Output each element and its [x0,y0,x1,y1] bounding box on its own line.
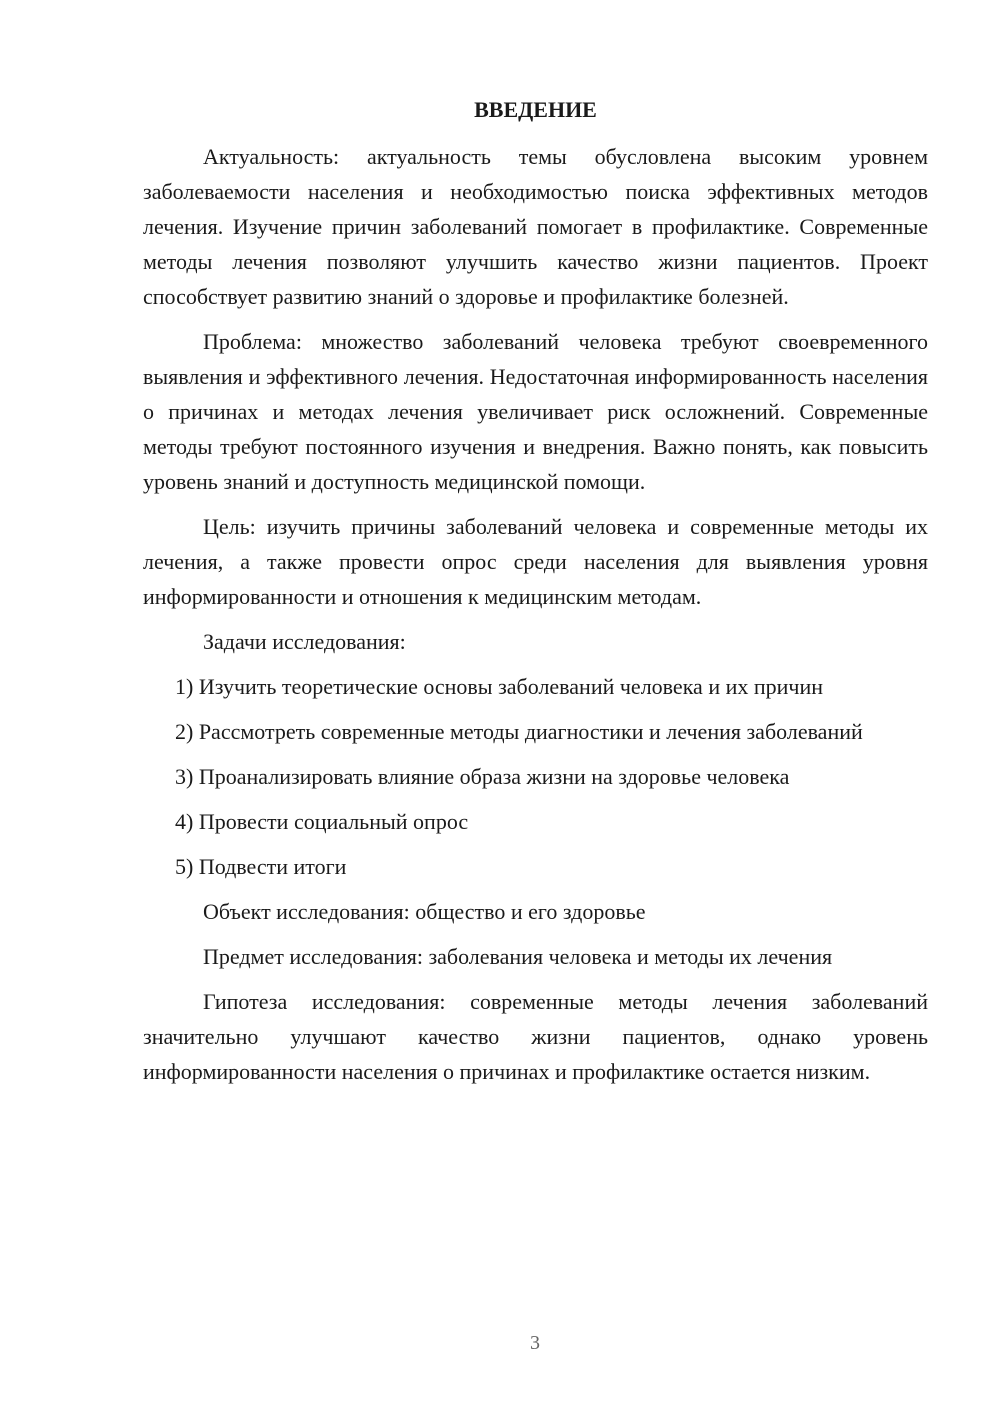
task-item-3: 3) Проанализировать влияние образа жизни на здоровье человека [175,764,790,789]
page-title: ВВЕДЕНИЕ [474,97,597,122]
paragraph-problem: Проблема: множество заболеваний человека требуют своевременного выявления и эффективного лечения. Недостаточная информированность населения о причинах и методах лечения увеличивает риск осложнений. Современные методы требуют постоянного изучения и внедрения. Важно понять, как повысить уровень знаний и доступность медицинской помощи. [143,329,928,494]
paragraph-object: Объект исследования: общество и его здоровье [203,899,646,924]
tasks-heading: Задачи исследования: [203,629,406,654]
paragraph-hypothesis: Гипотеза исследования: современные методы лечения заболеваний значительно улучшают качество жизни пациентов, однако уровень информированности населения о причинах и профилактике остается низким. [143,989,928,1084]
paragraph-subject: Предмет исследования: заболевания человека и методы их лечения [203,944,833,969]
paragraph-relevance: Актуальность: актуальность темы обусловлена высоким уровнем заболеваемости населения и необходимостью поиска эффективных методов лечения. Изучение причин заболеваний помогает в профилактике. Современные методы лечения позволяют улучшить качество жизни пациентов. Проект способствует развитию знаний о здоровье и профилактике болезней. [143,144,928,309]
task-item-2: 2) Рассмотреть современные методы диагностики и лечения заболеваний [175,719,863,744]
task-item-5: 5) Подвести итоги [175,854,347,879]
page-number: 3 [530,1332,540,1354]
task-item-4: 4) Провести социальный опрос [175,809,469,834]
paragraph-goal: Цель: изучить причины заболеваний человека и современные методы их лечения, а также провести опрос среди населения для выявления уровня информированности и отношения к медицинским методам. [143,514,928,609]
document-page [143,92,928,1099]
task-item-1: 1) Изучить теоретические основы заболеваний человека и их причин [175,674,824,699]
